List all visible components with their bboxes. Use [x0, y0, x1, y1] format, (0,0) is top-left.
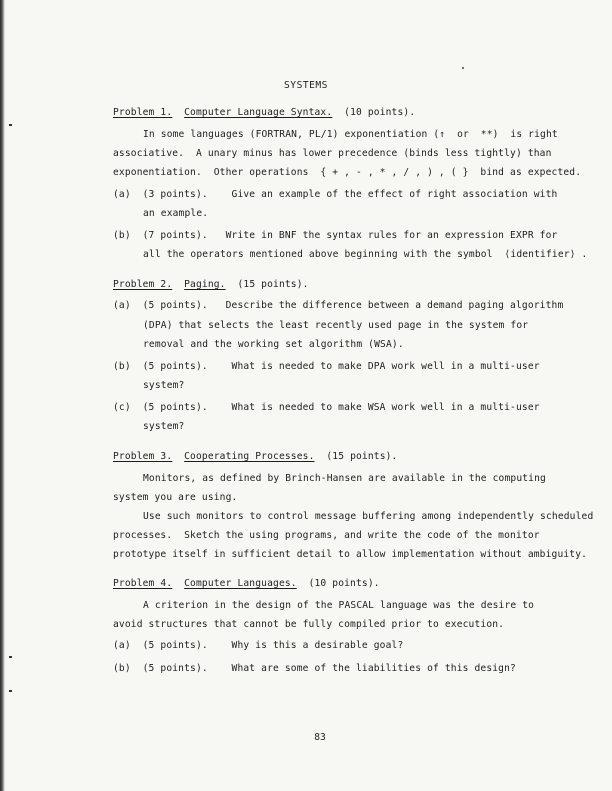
problem-2-part-c: (c) (5 points). What is needed to make WSA work well in a multi-user [113, 402, 540, 413]
problem-2-part-a: (DPA) that selects the least recently used page in the system for [143, 320, 529, 331]
problem-1-text: exponentiation. Other operations { + , - , * , / , ) , ( } bind as expected. [113, 167, 582, 178]
page-binding-edge [0, 0, 5, 791]
problem-3-header [113, 451, 397, 463]
problem-3-points: (15 points). [326, 451, 398, 462]
problem-3-title: Cooperating Processes. [184, 451, 315, 462]
edge-mark [9, 690, 12, 692]
page-number: 83 [314, 732, 326, 743]
edge-mark [9, 656, 12, 658]
problem-1-title: Computer Language Syntax. [184, 107, 333, 118]
problem-2-part-c: system? [143, 421, 185, 432]
edge-mark [9, 124, 12, 126]
problem-4-text: avoid structures that cannot be fully compiled prior to execution. [113, 619, 505, 630]
problem-3-text: system you are using. [113, 492, 238, 503]
problem-4-header [113, 578, 380, 590]
problem-4-points: (10 points). [308, 578, 380, 589]
problem-1-text: In some languages (FORTRAN, PL/1) exponentiation (↑ or **) is right [143, 129, 558, 140]
problem-2-points: (15 points). [237, 279, 309, 290]
problem-4-number: Problem 4. [113, 578, 173, 589]
problem-1-part-b: all the operators mentioned above beginning with the symbol ⟨identifier⟩ . [143, 249, 588, 260]
problem-2-part-a: removal and the working set algorithm (WSA). [143, 339, 404, 350]
problem-2-number: Problem 2. [113, 279, 173, 290]
problem-2-part-a: (a) (5 points). Describe the difference between a demand paging algorithm [113, 300, 564, 311]
problem-1-number: Problem 1. [113, 107, 173, 118]
speck [462, 67, 464, 69]
problem-3-text: prototype itself in sufficient detail to allow implementation without ambiguity. [113, 549, 588, 560]
problem-1-part-a: an example. [143, 208, 209, 219]
problem-1-part-b: (b) (7 points). Write in BNF the syntax rules for an expression EXPR for [113, 230, 558, 241]
problem-4-title: Computer Languages. [184, 578, 297, 589]
problem-3-text: processes. Sketch the using programs, and write the code of the monitor [113, 530, 540, 541]
page-heading: SYSTEMS [284, 80, 328, 91]
problem-2-header [113, 279, 309, 291]
problem-4-text: A criterion in the design of the PASCAL language was the desire to [143, 600, 535, 611]
problem-2-part-b: (b) (5 points). What is needed to make DPA work well in a multi-user [113, 361, 540, 372]
problem-4-part-b: (b) (5 points). What are some of the liabilities of this design? [113, 663, 516, 674]
problem-1-text: associative. A unary minus has lower precedence (binds less tightly) than [113, 148, 552, 159]
problem-2-title: Paging. [184, 279, 226, 290]
problem-1-points: (10 points). [344, 107, 416, 118]
problem-4-part-a: (a) (5 points). Why is this a desirable goal? [113, 640, 404, 651]
problem-3-number: Problem 3. [113, 451, 173, 462]
problem-1-header [113, 107, 415, 119]
problem-3-text: Monitors, as defined by Brinch-Hansen are available in the computing [143, 473, 546, 484]
problem-2-part-b: system? [143, 380, 185, 391]
problem-1-part-a: (a) (3 points). Give an example of the effect of right association with [113, 189, 558, 200]
problem-3-text: Use such monitors to control message buffering among independently scheduled [143, 511, 594, 522]
